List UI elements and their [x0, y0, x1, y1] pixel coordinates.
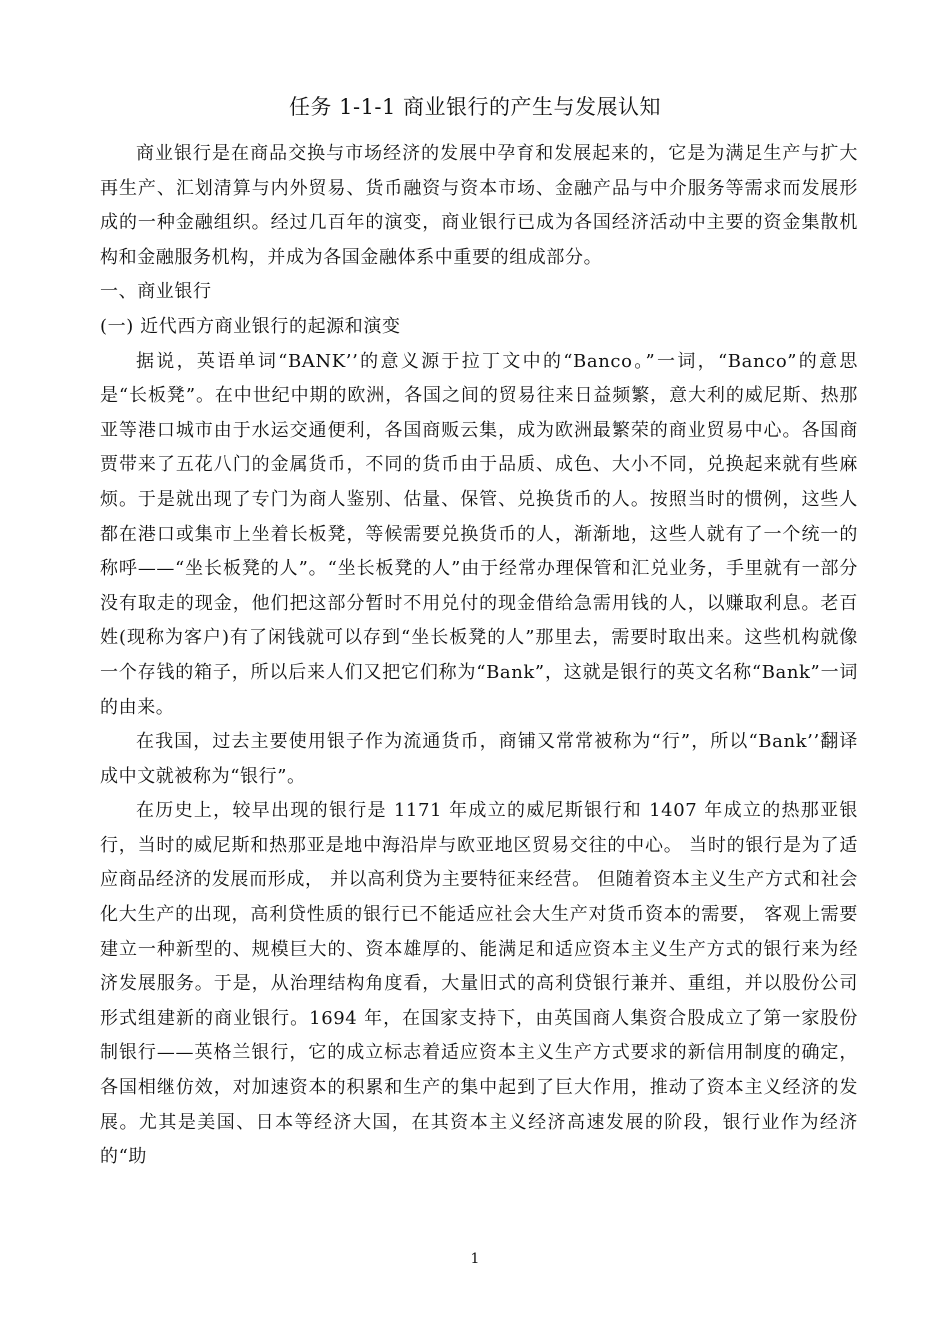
history-paragraph: 在历史上，较早出现的银行是 1171 年成立的威尼斯银行和 1407 年成立的热那亚银行，当时的威尼斯和热那亚是地中海沿岸与欧亚地区贸易交往的中心。 当时的银行是为了适应商品经济的发展而形成， 并以高利贷为主要特征来经营。 但随着资本主义生产方式和社会化大生产的出现，高利贷性质的银行已不能适应社会大生产对货币资本的需要， 客观上需要建立一种新型的、规模巨大的、资本雄厚的、能满足和适应资本主义生产方式的银行来为经济发展服务。于是，从治理结构角度看，大量旧式的高利贷银行兼并、重组，并以股份公司形式组建新的商业银行。1694 年，在国家支持下，由英国商人集资合股成立了第一家股份制银行——英格兰银行，它的成立标志着适应资本主义生产方式要求的新信用制度的确定，各国相继仿效，对加速资本的积累和生产的集中起到了巨大作用，推动了资本主义经济的发展。尤其是美国、日本等经济大国，在其资本主义经济高速发展的阶段，银行业作为经济的“助 [100, 800, 858, 1168]
section-heading: 一、商业银行 [100, 281, 212, 303]
china-paragraph: 在我国，过去主要使用银子作为流通货币，商铺又常常被称为“行”，所以“Bank’’翻译成中文就被称为“银行”。 [100, 731, 858, 787]
intro-paragraph: 商业银行是在商品交换与市场经济的发展中孕育和发展起来的，它是为满足生产与扩大再生产、汇划清算与内外贸易、货币融资与资本市场、金融产品与中介服务等需求而发展形成的一种金融组织。经过几百年的演变，商业银行已成为各国经济活动中主要的资金集散机构和金融服务机构，并成为各国金融体系中重要的组成部分。 [100, 143, 858, 268]
subsection-heading: (一) 近代西方商业银行的起源和演变 [100, 315, 401, 337]
origin-paragraph: 据说，英语单词“BANK’’的意义源于拉丁文中的“Banco。”一词，“Banco”的意思是“长板凳”。在中世纪中期的欧洲，各国之间的贸易往来日益频繁，意大利的威尼斯、热那亚等港口城市由于水运交通便利，各国商贩云集，成为欧洲最繁荣的商业贸易中心。各国商贾带来了五花八门的金属货币，不同的货币由于品质、成色、大小不同，兑换起来就有些麻烦。于是就出现了专门为商人鉴别、估量、保管、兑换货币的人。按照当时的惯例，这些人都在港口或集市上坐着长板凳，等候需要兑换货币的人，渐渐地，这些人就有了一个统一的称呼——“坐长板凳的人”。“坐长板凳的人”由于经常办理保管和汇兑业务，手里就有一部分没有取走的现金，他们把这部分暂时不用兑付的现金借给急需用钱的人，以赚取利息。老百姓(现称为客户)有了闲钱就可以存到“坐长板凳的人”那里去，需要时取出来。这些机构就像一个存钱的箱子，所以后来人们又把它们称为“Bank”，这就是银行的英文名称“Bank”一词的由来。 [100, 350, 858, 718]
document-body [100, 137, 858, 1175]
page-title: 任务 1-1-1 商业银行的产生与发展认知 [288, 95, 662, 119]
page-number: 1 [470, 1251, 480, 1267]
